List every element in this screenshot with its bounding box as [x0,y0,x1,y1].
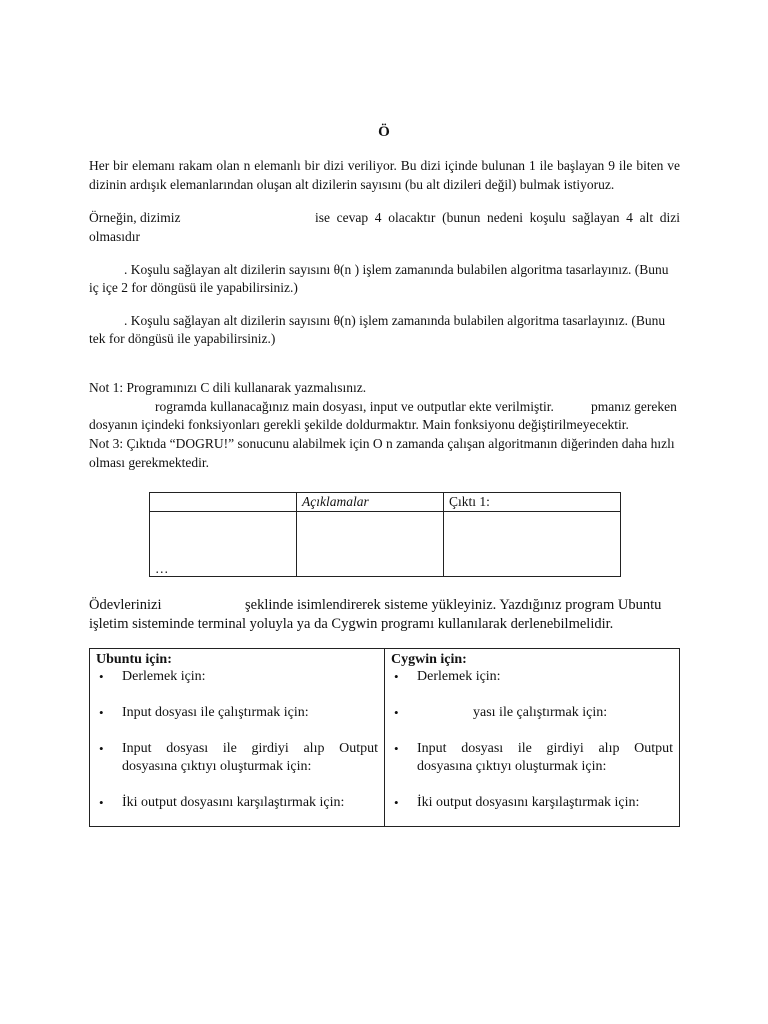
task-b-line1: . Koşulu sağlayan alt dizilerin sayısını θ(n) işlem zamanında bulabilen algoritma tasarlayınız. (Bunu [124,313,666,328]
sample-table-col1-header [150,493,297,512]
note-2-part1: rogramda kullanacağınız main dosyası, input ve outputlar ekte verilmiştir. [155,399,554,414]
submission-suffix: şeklinde isimlendirerek sisteme yükleyiniz. Yazdığınız program Ubuntu [245,597,662,613]
list-item: • Derlemek için: [394,669,501,684]
bullet-icon: • [394,795,399,810]
cygwin-header: Cygwin için: [391,652,467,667]
list-item: • Input dosyası ile girdiyi alıp Output dosyasına çıktıyı oluşturmak için: [99,741,378,774]
list-item: • yası ile çalıştırmak için: [394,705,608,720]
ellipsis-text: … [155,561,169,576]
bullet-icon: • [99,741,104,756]
sample-table-col2-header: Açıklamalar [297,493,444,512]
cygwin-list [391,668,673,812]
ubuntu-column [90,649,385,827]
example-line2: olmasıdır [89,229,140,244]
task-b-line2: tek for döngüsü ile yapabilirsiniz.) [89,331,276,346]
bullet-icon: • [99,795,104,810]
bullet-icon: • [99,705,104,720]
example-suffix: ise cevap 4 olacaktır (bunun nedeni koşulu sağlayan 4 alt dizi [315,210,680,225]
example-prefix: Örneğin, dizimiz [89,210,181,225]
note-3-line2: olması gerekmektedir. [89,455,209,470]
note-2-line2: dosyanın içindeki fonksiyonları gerekli şekilde doldurmaktır. Main fonksiyonu değiştirilmeyecektir. [89,417,629,432]
page-title: Ö [378,124,390,140]
bullet-icon: • [394,741,399,756]
list-item: • İki output dosyasını karşılaştırmak için: [99,795,345,810]
sample-table-col1-cell [150,512,297,577]
bullet-icon: • [394,669,399,684]
submission-line2: işletim sisteminde terminal yoluyla ya da Cygwin programı kullanılarak derlenebilmelidir. [89,616,614,632]
list-item: • Derlemek için: [99,669,206,684]
task-a-line1: . Koşulu sağlayan alt dizilerin sayısını θ(n ) işlem zamanında bulabilen algoritma tasarlayınız. (Bunu [124,262,669,277]
sample-io-table [149,492,621,577]
sample-table-col2-cell [297,512,444,577]
sample-table-col3-header: Çıktı 1: [444,493,621,512]
note-1: Not 1: Programınızı C dili kullanarak yazmalısınız. [89,380,367,395]
ubuntu-header: Ubuntu için: [96,652,172,667]
intro-paragraph: Her bir elemanı rakam olan n elemanlı bir dizi veriliyor. Bu dizi içinde bulunan 1 ile başlayan 9 ile biten ve dizinin ardışık elemanlarından oluşan alt dizilerin sayısını (bu alt dizileri değil) bulmak istiyoruz. [89,158,680,192]
submission-prefix: Ödevlerinizi [89,597,162,613]
bullet-icon: • [394,705,399,720]
compile-instructions-table [89,648,680,827]
task-a-line2: iç içe 2 for döngüsü ile yapabilirsiniz.) [89,280,298,295]
list-item: • Input dosyası ile çalıştırmak için: [99,705,309,720]
note-2-part2: pmanız gereken [591,399,677,414]
cygwin-column [385,649,680,827]
list-item: • Input dosyası ile girdiyi alıp Output dosyasına çıktıyı oluşturmak için: [394,741,673,774]
sample-table-col3-cell [444,512,621,577]
list-item: • İki output dosyasını karşılaştırmak için: [394,795,640,810]
ubuntu-list [96,668,378,812]
bullet-icon: • [99,669,104,684]
note-3-line1: Not 3: Çıktıda “DOGRU!” sonucunu alabilmek için O n zamanda çalışan algoritmanın diğerinden daha hızlı [89,436,675,451]
